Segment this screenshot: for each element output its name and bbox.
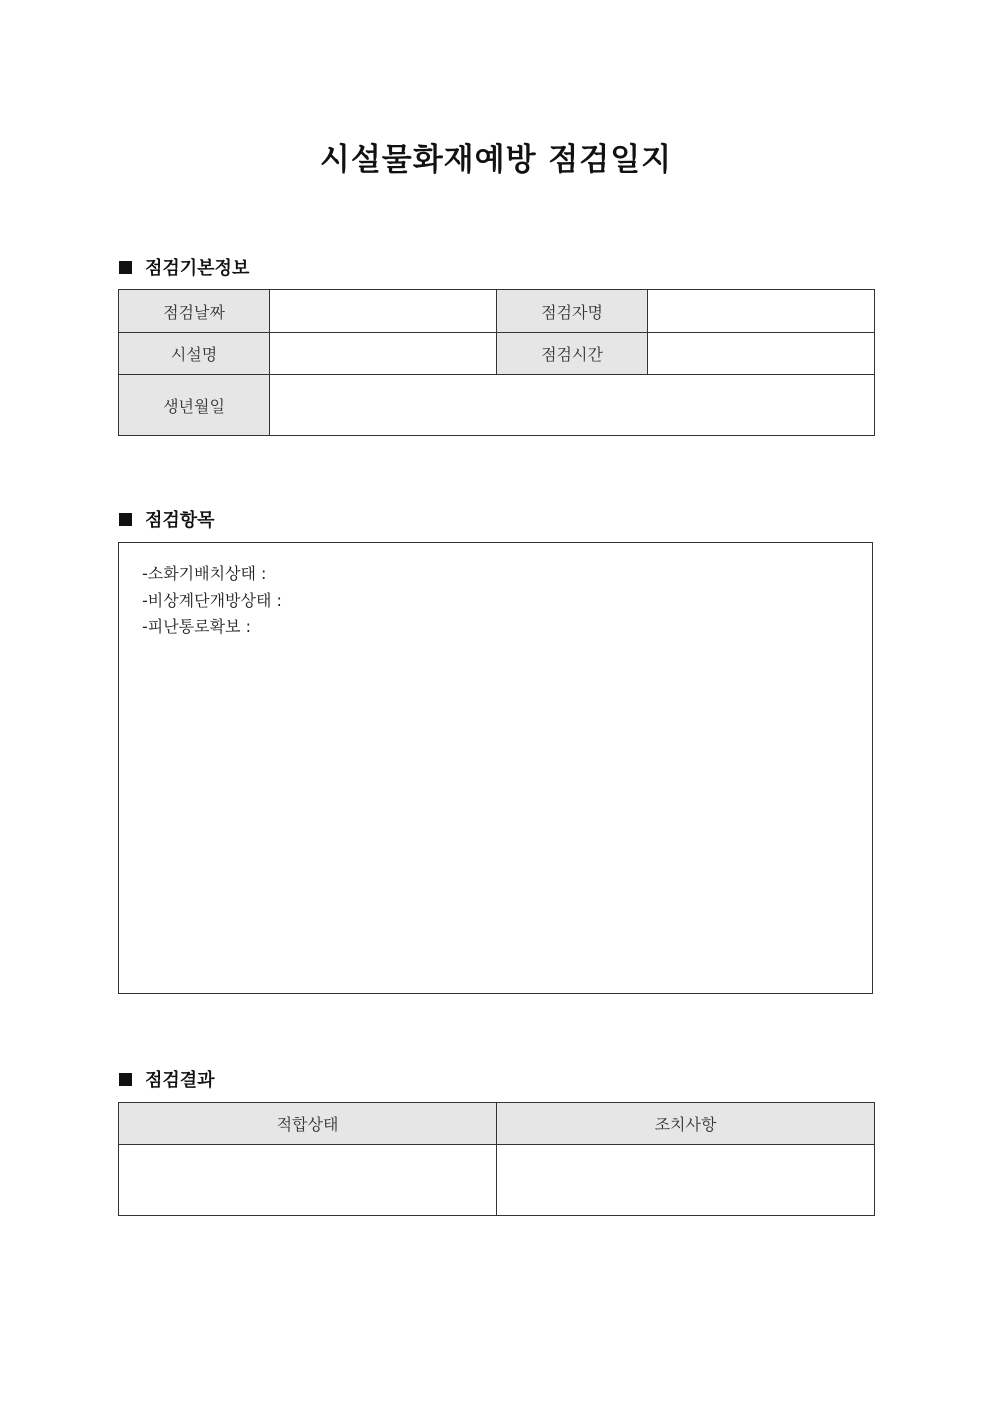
section-heading-basic-info	[119, 254, 249, 280]
inspection-item-emergency-stairs: -비상계단개방상태 :	[142, 590, 282, 610]
section-heading-items	[119, 506, 215, 532]
square-bullet-icon	[119, 261, 132, 274]
basic-info-table	[118, 289, 875, 436]
action-taken-header: 조치사항	[497, 1103, 875, 1145]
conformity-status-field[interactable]	[119, 1145, 497, 1216]
section-heading-result	[119, 1066, 215, 1092]
facility-name-field[interactable]	[270, 333, 497, 375]
section-heading-label: 점검기본정보	[145, 258, 250, 279]
birthdate-field[interactable]	[270, 375, 875, 436]
inspector-name-field[interactable]	[648, 290, 875, 333]
inspection-time-label: 점검시간	[497, 333, 648, 375]
conformity-status-header: 적합상태	[119, 1103, 497, 1145]
section-heading-label: 점검결과	[145, 1070, 215, 1091]
document-title: 시설물화재예방 점검일지	[319, 142, 673, 178]
inspection-date-label: 점검날짜	[119, 290, 270, 333]
inspection-item-extinguisher: -소화기배치상태 :	[142, 564, 267, 583]
action-taken-field[interactable]	[497, 1145, 875, 1216]
facility-name-label: 시설명	[119, 333, 270, 375]
result-table	[118, 1102, 875, 1216]
inspector-name-label: 점검자명	[497, 290, 648, 333]
inspection-date-field[interactable]	[270, 290, 497, 333]
inspection-item-evacuation-route: -피난통로확보 :	[142, 617, 251, 636]
square-bullet-icon	[119, 513, 132, 526]
inspection-items-box[interactable]	[118, 542, 873, 994]
inspection-time-field[interactable]	[648, 333, 875, 375]
section-heading-label: 점검항목	[145, 510, 215, 531]
birthdate-label: 생년월일	[119, 375, 270, 436]
square-bullet-icon	[119, 1073, 132, 1086]
